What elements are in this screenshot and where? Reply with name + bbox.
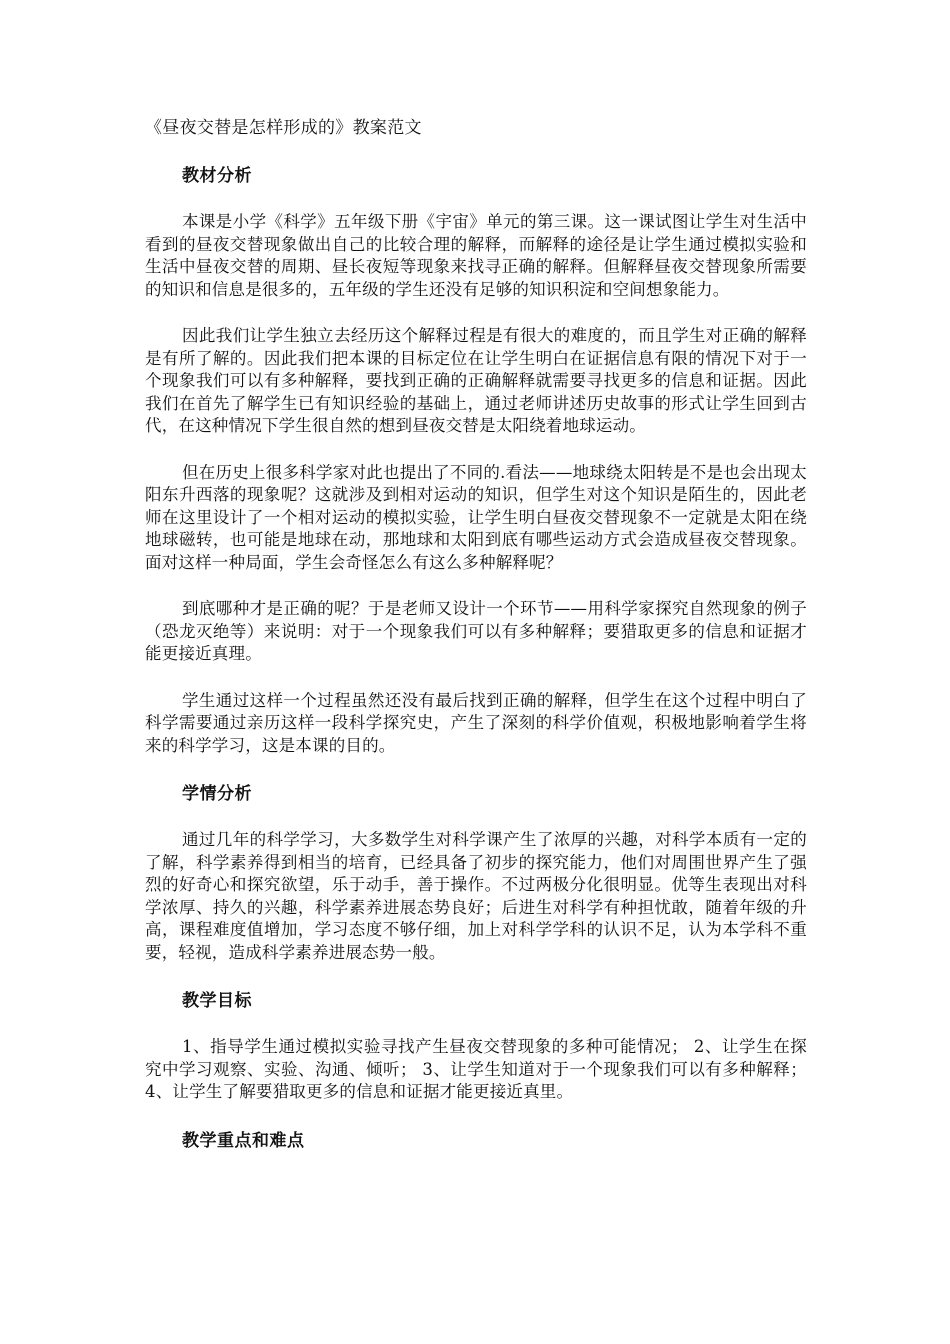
document-page	[145, 115, 807, 1176]
document-title: 《昼夜交替是怎样形成的》教案范文	[145, 118, 422, 138]
paragraph: 学生通过这样一个过程虽然还没有最后找到正确的解释，但学生在这个过程中明白了科学需要通过亲历这样一段科学探究史，产生了深刻的科学价值观，积极地影响着学生将来的科学学习，这是本课的目的。	[145, 690, 807, 755]
paragraph: 到底哪种才是正确的呢？于是老师又设计一个环节——用科学家探究自然现象的例子（恐龙灭绝等）来说明：对于一个现象我们可以有多种解释；要猎取更多的信息和证据才能更接近真理。	[145, 599, 807, 663]
paragraph: 本课是小学《科学》五年级下册《宇宙》单元的第三课。这一课试图让学生对生活中看到的昼夜交替现象做出自己的比较合理的解释，而解释的途径是让学生通过模拟实验和生活中昼夜交替的周期、昼长夜短等现象来找寻正确的解释。但解释昼夜交替现象所需要的知识和信息是很多的，五年级的学生还没有足够的知识积淀和空间想象能力。	[145, 212, 807, 299]
paragraph: 但在历史上很多科学家对此也提出了不同的.看法——地球绕太阳转是不是也会出现太阳东升西落的现象呢？这就涉及到相对运动的知识，但学生对这个知识是陌生的，因此老师在这里设计了一个相对运动的模拟实验，让学生明白昼夜交替现象不一定就是太阳在绕地球磁转，也可能是地球在动，那地球和太阳到底有哪些运动方式会造成昼夜交替现象。面对这样一种局面，学生会奇怪怎么有这么多种解释呢？	[145, 462, 807, 572]
paragraph: 1、指导学生通过模拟实验寻找产生昼夜交替现象的多种可能情况； 2、让学生在探究中学习观察、实验、沟通、倾听； 3、让学生知道对于一个现象我们可以有多种解释； 4、让学生了解要猎取更多的信息和证据才能更接近真里。	[145, 1037, 807, 1101]
section-heading-key-points: 教学重点和难点	[182, 1130, 305, 1151]
paragraph: 因此我们让学生独立去经历这个解释过程是有很大的难度的，而且学生对正确的解释是有所了解的。因此我们把本课的目标定位在让学生明白在证据信息有限的情况下对于一个现象我们可以有多种解释，要找到正确的正确解释就需要寻找更多的信息和证据。因此我们在首先了解学生已有知识经验的基础上，通过老师讲述历史故事的形式让学生回到古代，在这种情况下学生很自然的想到昼夜交替是太阳绕着地球运动。	[145, 326, 807, 435]
section-heading-textbook-analysis: 教材分析	[182, 166, 252, 186]
section-heading-teaching-goals: 教学目标	[182, 991, 252, 1011]
paragraph: 通过几年的科学学习，大多数学生对科学课产生了浓厚的兴趣，对科学本质有一定的了解，科学素养得到相当的培育，已经具备了初步的探究能力，他们对周围世界产生了强烈的好奇心和探究欲望，乐于动手，善于操作。不过两极分化很明显。优等生表现出对科学浓厚、持久的兴趣，科学素养进展态势良好；后进生对科学有种担忧敢，随着年级的升高，课程难度值增加，学习态度不够仔细，加上对科学学科的认识不足，认为本学科不重要，轻视，造成科学素养进展态势一般。	[145, 830, 807, 962]
section-heading-student-analysis: 学情分析	[182, 784, 252, 804]
